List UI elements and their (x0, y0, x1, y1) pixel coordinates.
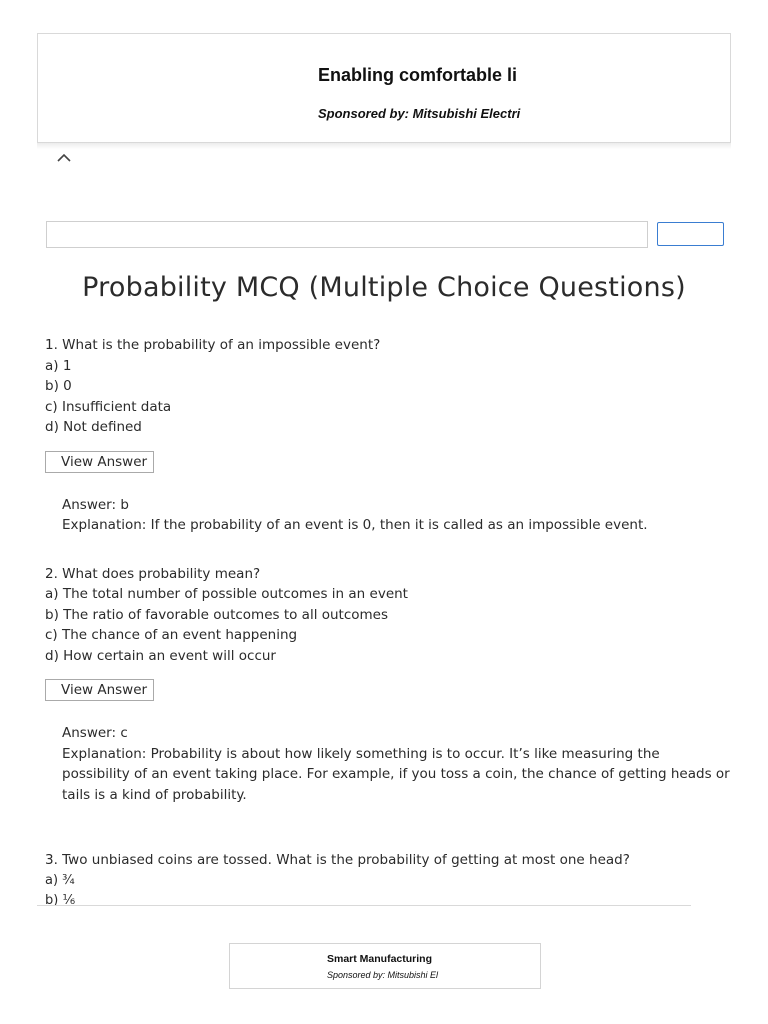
option-c: c) The chance of an event happening (45, 627, 298, 643)
option-a: a) ¾ (45, 872, 75, 888)
explanation-text: Explanation: If the probability of an event is 0, then it is called as an impossible event. (62, 517, 648, 533)
option-b: b) 0 (45, 378, 72, 394)
answer-panel (62, 723, 735, 805)
question-text: 1. What is the probability of an impossible event? (45, 337, 381, 353)
question-1 (45, 335, 735, 536)
question-text: 2. What does probability mean? (45, 565, 261, 582)
ad-sponsor: Sponsored by: Mitsubishi Electri (318, 106, 521, 121)
explanation-line-2: possibility of an event taking place. For example, if you toss a coin, the chance of getting heads or (62, 766, 730, 782)
explanation-line-3: tails is a kind of probability. (62, 786, 247, 803)
explanation-line-1: Explanation: Probability is about how likely something is to occur. It’s like measuring the (62, 745, 660, 762)
bottom-advertisement[interactable] (229, 943, 541, 989)
question-2 (45, 564, 735, 806)
ad-content[interactable] (38, 34, 525, 142)
option-b: b) The ratio of favorable outcomes to all outcomes (45, 606, 389, 623)
ad-sponsor: Sponsored by: Mitsubishi El (327, 970, 439, 980)
option-a: a) The total number of possible outcomes in an event (45, 586, 408, 602)
article-content (45, 335, 735, 905)
question-3 (45, 850, 735, 905)
option-a: a) 1 (45, 357, 72, 374)
option-b: b) ⅙ (45, 893, 76, 905)
ad-headline[interactable]: Smart Manufacturing (327, 953, 433, 965)
ad-blank-area (525, 33, 731, 143)
view-answer-button[interactable]: View Answer (45, 451, 154, 473)
option-d: d) Not defined (45, 419, 142, 435)
chevron-up-icon (56, 153, 72, 163)
view-answer-button[interactable]: View Answer (45, 679, 154, 701)
search-button[interactable] (657, 222, 724, 246)
answer-text: Answer: c (62, 725, 128, 741)
top-advertisement[interactable] (37, 33, 731, 143)
ad-content[interactable] (230, 944, 443, 988)
search-input[interactable] (46, 221, 648, 248)
ad-headline[interactable]: Enabling comfortable li (318, 65, 518, 85)
question-text: 3. Two unbiased coins are tossed. What is the probability of getting at most one head? (45, 852, 630, 868)
option-d: d) How certain an event will occur (45, 647, 276, 664)
option-c: c) Insufficient data (45, 398, 172, 415)
spacer (45, 805, 735, 850)
answer-panel (62, 495, 735, 536)
collapse-ad-button[interactable] (53, 148, 75, 168)
answer-text: Answer: b (62, 496, 129, 513)
content-divider (37, 905, 691, 906)
page-title: Probability MCQ (Multiple Choice Questions) (82, 272, 686, 303)
ad-divider (37, 143, 731, 149)
spacer (45, 536, 735, 564)
